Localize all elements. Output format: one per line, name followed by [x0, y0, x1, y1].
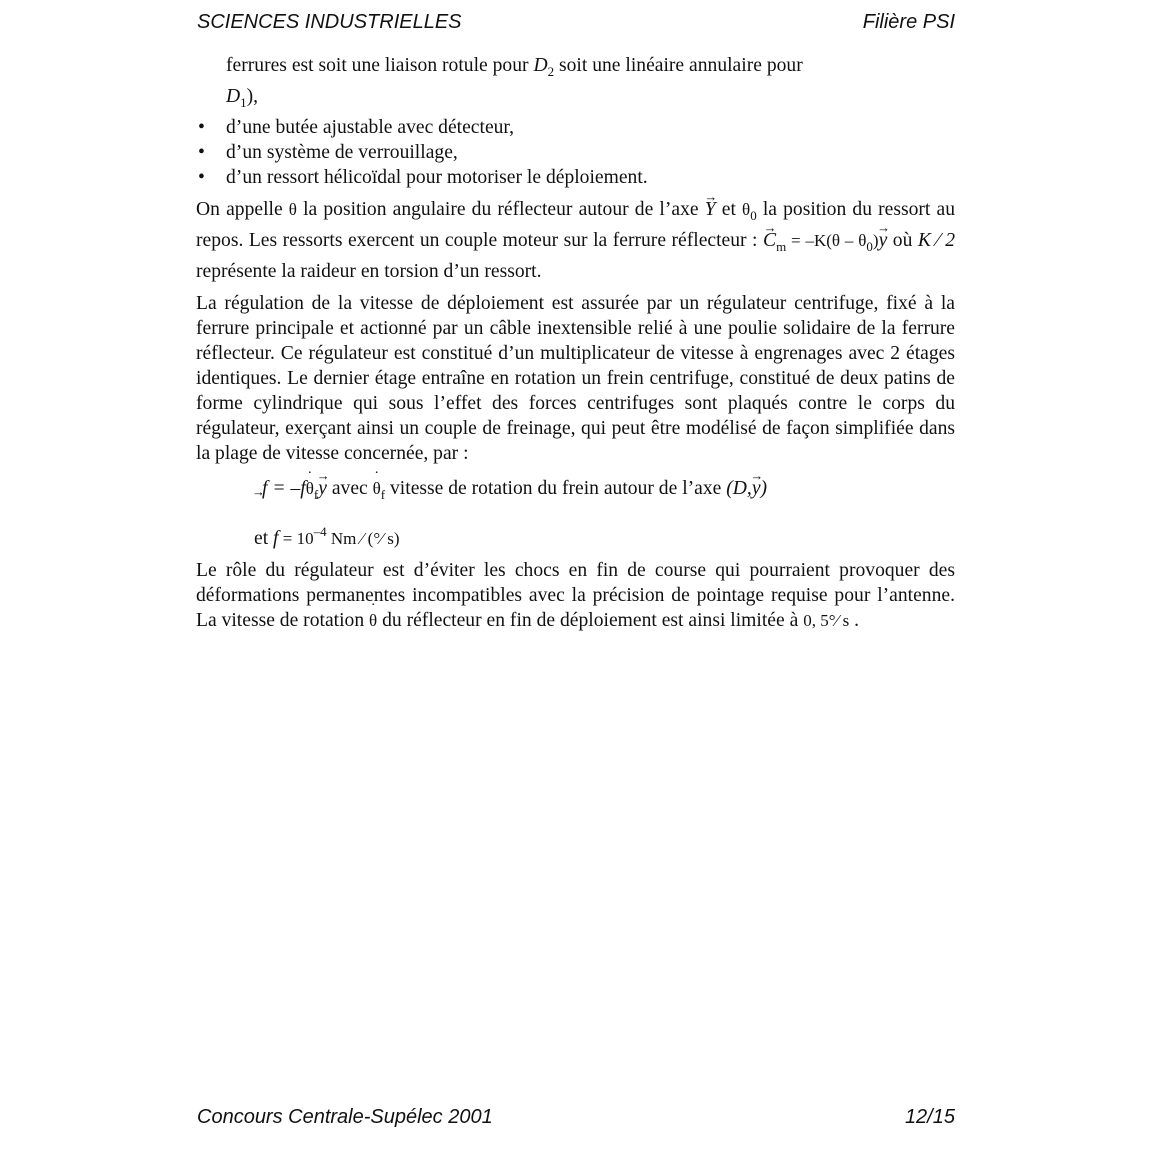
list-continuation: ferrures est soit une liaison rotule pour $D_2$ soit une linéaire annulaire pour $D_1$),: [226, 55, 803, 110]
list-item: • d’un ressort hélicoïdal pour motoriser le déploiement.: [196, 165, 955, 190]
footer-left: Concours Centrale-Supélec 2001: [197, 1106, 493, 1128]
list-item: • d’un système de verrouillage,: [196, 140, 955, 165]
bullet-list: [196, 115, 955, 190]
header-right: Filière PSI: [862, 11, 955, 33]
vector-C: → C: [763, 228, 776, 253]
list-item: • d’une butée ajustable avec détecteur,: [196, 115, 955, 140]
page-number: 12/15: [904, 1106, 955, 1128]
page-content: [196, 53, 955, 633]
paragraph-angle-definition: On appelle θ la position angulaire du réflecteur autour de l’axe → Y et $\theta_0$ la position du ressort au repos. Les ressorts exercent un couple moteur sur la ferrure réflecteur : → $C_m = -K(\theta - \theta_0)\to y$ où K ⁄ 2 représente la raideur en torsion d’un ressort.: [196, 197, 955, 284]
d1-symbol: $D_1$: [226, 86, 247, 110]
page-header: [197, 11, 955, 34]
header-left: SCIENCES INDUSTRIELLES: [197, 11, 462, 33]
paragraph-regulation: La régulation de la vitesse de déploiement est assurée par un régulateur centrifuge, fixé à la ferrure principale et actionné par un câble inextensible relié à une poulie solidaire de la ferrure réflecteur. Ce régulateur est constitué d’un multiplicateur de vitesse à engrenages avec 2 étages identiques. Le dernier étage entraîne en rotation un frein centrifuge, constitué de deux patins de forme cylindrique qui sous l’effet des forces centrifuges sont plaqués contre le corps du régulateur, exerçant ainsi un couple de freinage, qui peut être modélisé de façon simplifiée dans la plage de vitesse concernée, par :: [196, 293, 955, 464]
vector-Y: → Y: [705, 197, 716, 222]
vector-y: → y: [879, 228, 888, 253]
equation-brake-coefficient: et $f = 10^{-4}$ Nm ⁄ (°⁄ s): [254, 524, 400, 549]
equation-brake-torque: f = –f˙ $\theta_f\to y$ avec ˙ $\theta_f$ vitesse de rotation du frein autour de l’axe (D,→ y): [254, 476, 955, 507]
paragraph-regulator-role: Le rôle du régulateur est d’éviter les chocs en fin de course qui pourraient provoquer des déformations permanentes incompatibles avec la précision de pointage requise pour l’antenne. La vitesse de rotation ˙ θ du réflecteur en fin de déploiement est ainsi limitée à 0, 5°⁄ s .: [196, 558, 955, 633]
page-footer: [197, 1106, 955, 1129]
d2-symbol: $D_2$: [533, 55, 555, 79]
